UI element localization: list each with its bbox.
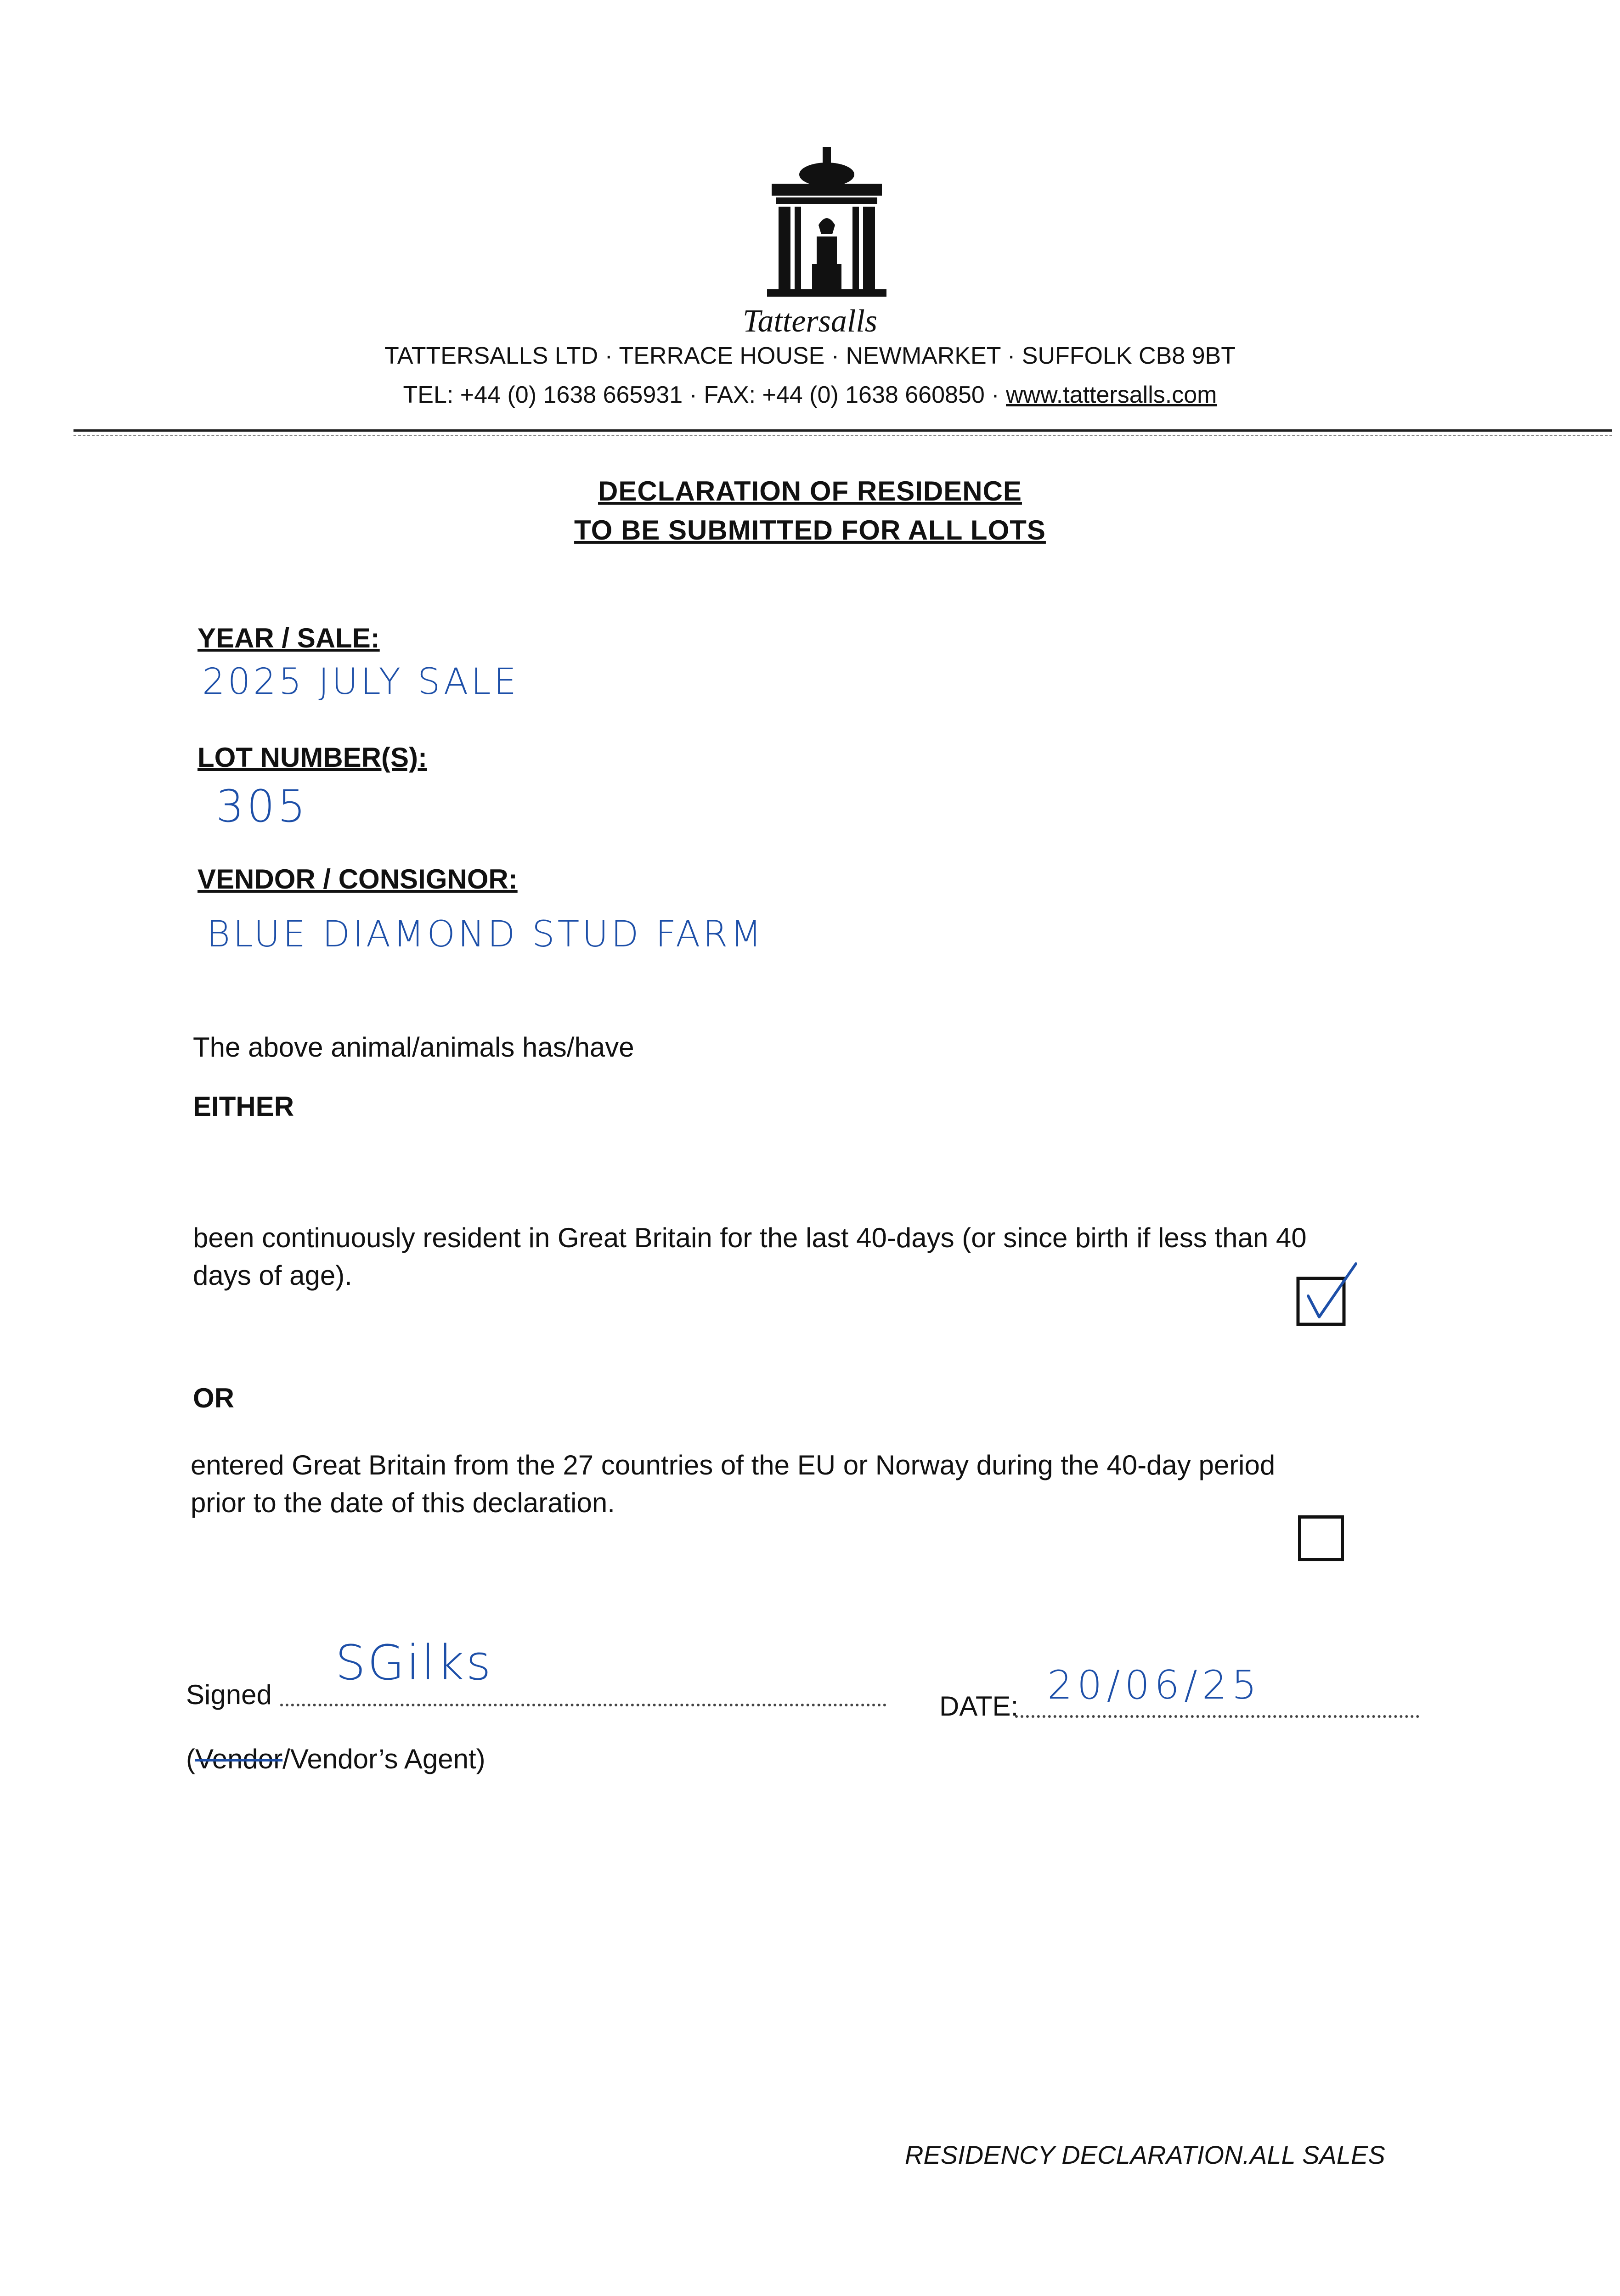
option2-line2: prior to the date of this declaration. <box>191 1487 615 1518</box>
option1-line1: been continuously resident in Great Britain for the last 40-days (or since birth if less than 40 <box>193 1222 1307 1253</box>
option2-line1: entered Great Britain from the 27 countries of the EU or Norway during the 40-day period <box>191 1450 1276 1480</box>
vendor-label: VENDOR / CONSIGNOR: <box>198 864 518 895</box>
year-sale-value[interactable]: 2025 JULY SALE <box>202 661 519 703</box>
either-label: EITHER <box>193 1091 294 1122</box>
vendor-value[interactable]: BLUE DIAMOND STUD FARM <box>207 914 764 955</box>
form-subtitle: TO BE SUBMITTED FOR ALL LOTS <box>574 515 1046 546</box>
option1-line2: days of age). <box>193 1260 352 1291</box>
lot-number-value[interactable]: 305 <box>216 781 309 832</box>
company-contact <box>0 381 1620 409</box>
signature-value[interactable]: SGilks <box>335 1635 493 1691</box>
lot-number-label: LOT NUMBER(S): <box>198 742 427 773</box>
role-struck: Vendor <box>195 1744 283 1774</box>
website-link[interactable]: www.tattersalls.com <box>1006 382 1217 408</box>
header-divider <box>73 429 1612 432</box>
or-label: OR <box>193 1383 234 1413</box>
date-label: DATE: <box>939 1691 1019 1722</box>
year-sale-label: YEAR / SALE: <box>198 623 380 653</box>
company-address: TATTERSALLS LTD · TERRACE HOUSE · NEWMARKET · SUFFOLK CB8 9BT <box>384 343 1236 369</box>
footer-text: RESIDENCY DECLARATION.ALL SALES <box>905 2140 1385 2169</box>
option2-text <box>191 1446 1454 1522</box>
form-title: DECLARATION OF RESIDENCE <box>598 476 1022 506</box>
role-open: ( <box>186 1744 195 1774</box>
check-mark-icon <box>1308 1264 1356 1317</box>
signer-role <box>186 1740 485 1778</box>
signed-label: Signed <box>186 1679 272 1710</box>
tattersalls-logo <box>758 147 896 303</box>
option1-text <box>193 1219 1456 1294</box>
option2-checkbox[interactable] <box>1298 1515 1344 1561</box>
phone-fax: TEL: +44 (0) 1638 665931 · FAX: +44 (0) 1638 660850 · <box>403 382 1006 408</box>
intro-text: The above animal/animals has/have <box>193 1032 634 1063</box>
brand-name: Tattersalls <box>742 304 878 339</box>
header-divider-dashed <box>73 435 1612 436</box>
date-value[interactable]: 20/06/25 <box>1047 1662 1262 1708</box>
role-rest: /Vendor’s Agent) <box>282 1744 485 1774</box>
option1-checkbox[interactable] <box>1295 1258 1360 1332</box>
